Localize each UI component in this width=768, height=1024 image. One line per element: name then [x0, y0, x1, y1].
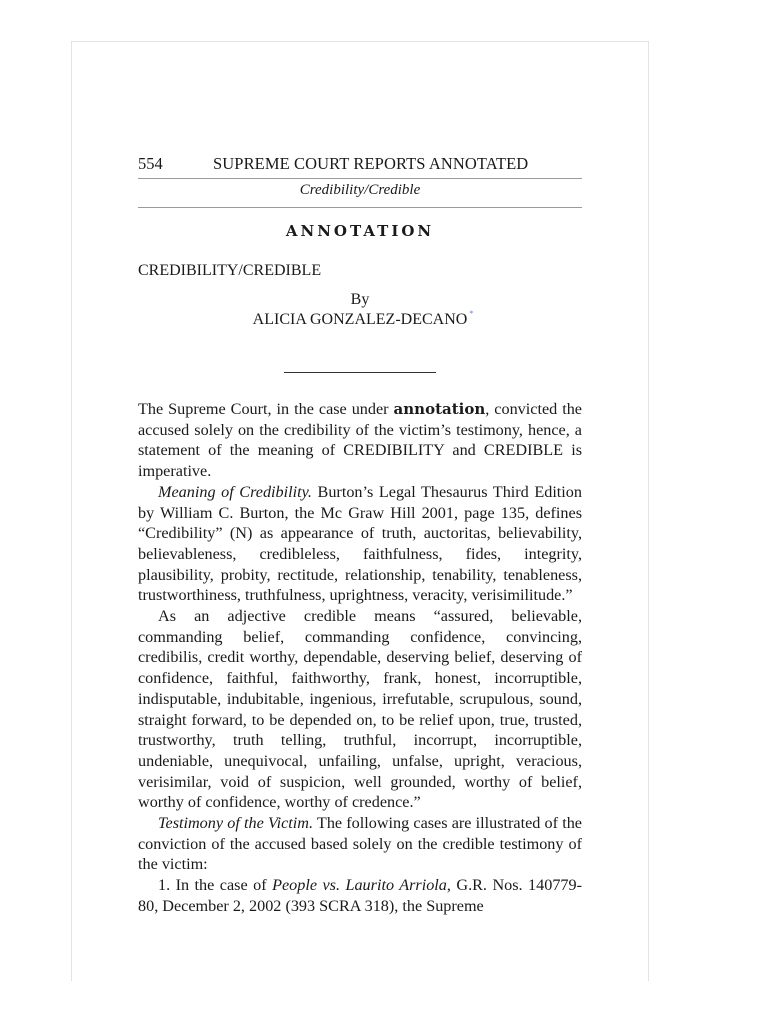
text-run: , G.R. Nos. 140779-80, December 2, 2002 (393 SCRA 318), the Supreme [138, 876, 582, 915]
text-run: Burton’s Legal Thesaurus Third Edition by William C. Burton, the Mc Graw Hill 2001, page 135, defines “Credibility” (N) as appearance of truth, auctoritas, believability, believableness, credibleless, faithfulness, fides, integrity, plausibility, probity, rectitude, relationship, tenability, tenableness, trustworthiness, truthfulness, uprightness, veracity, verisimilitude.” [138, 482, 582, 605]
paragraph-case-1 [138, 875, 582, 916]
section-separator [284, 372, 436, 373]
page-content [138, 154, 582, 917]
author-name-text: ALICIA GONZALEZ-DECANO [252, 311, 468, 328]
paragraph-intro [138, 399, 582, 482]
annotation-heading: ANNOTATION [285, 222, 435, 240]
text-run: The Supreme Court, in the case under [138, 400, 394, 418]
text-run: , convicted the accused solely on the credibility of the victim’s testimony, hence, a statement of the meaning of CREDIBILITY and CREDIBLE is imperative. [138, 400, 582, 481]
case-name: People vs. Laurito Arriola [272, 876, 447, 895]
byline-by: By [350, 291, 370, 308]
section-label: Meaning of Credibility. [158, 482, 312, 501]
section-label: Testimony of the Victim. [158, 814, 314, 833]
annotation-body [138, 399, 582, 917]
topic-title: CREDIBILITY/CREDIBLE [138, 262, 322, 279]
paragraph-adjective: As an adjective credible means “assured, believable, commanding belief, commanding confidence, convincing, credibilis, credit worthy, dependable, deserving belief, deserving of confidence, faithful, faithworthy, frank, honest, incorruptible, indisputable, indubitable, ingenious, irrefutable, scrupulous, sound, straight forward, to be depended on, to be relief upon, true, trusted, trustworthy, truth telling, truthful, incorrupt, incorruptible, undeniable, unequivocal, unfailing, unfalse, upright, veracious, verisimilar, void of suspicion, well grounded, worthy of belief, worthy of confidence, worthy of credence.” [138, 607, 582, 812]
running-title: SUPREME COURT REPORTS ANNOTATED [213, 154, 529, 173]
running-subtitle: Credibility/Credible [299, 182, 421, 198]
author-name [252, 309, 474, 330]
running-header [138, 154, 582, 178]
text-run: The following cases are illustrated of the conviction of the accused based solely on the credible testimony of the victim: [138, 814, 582, 874]
header-rule-bottom [138, 207, 582, 208]
paragraph-meaning [138, 482, 582, 606]
page-number: 554 [138, 154, 163, 173]
bold-term: annotation [393, 400, 486, 418]
byline [138, 290, 582, 330]
text-run: 1. In the case of [158, 876, 273, 895]
paragraph-testimony [138, 813, 582, 875]
footnote-link[interactable]: * [469, 309, 474, 318]
